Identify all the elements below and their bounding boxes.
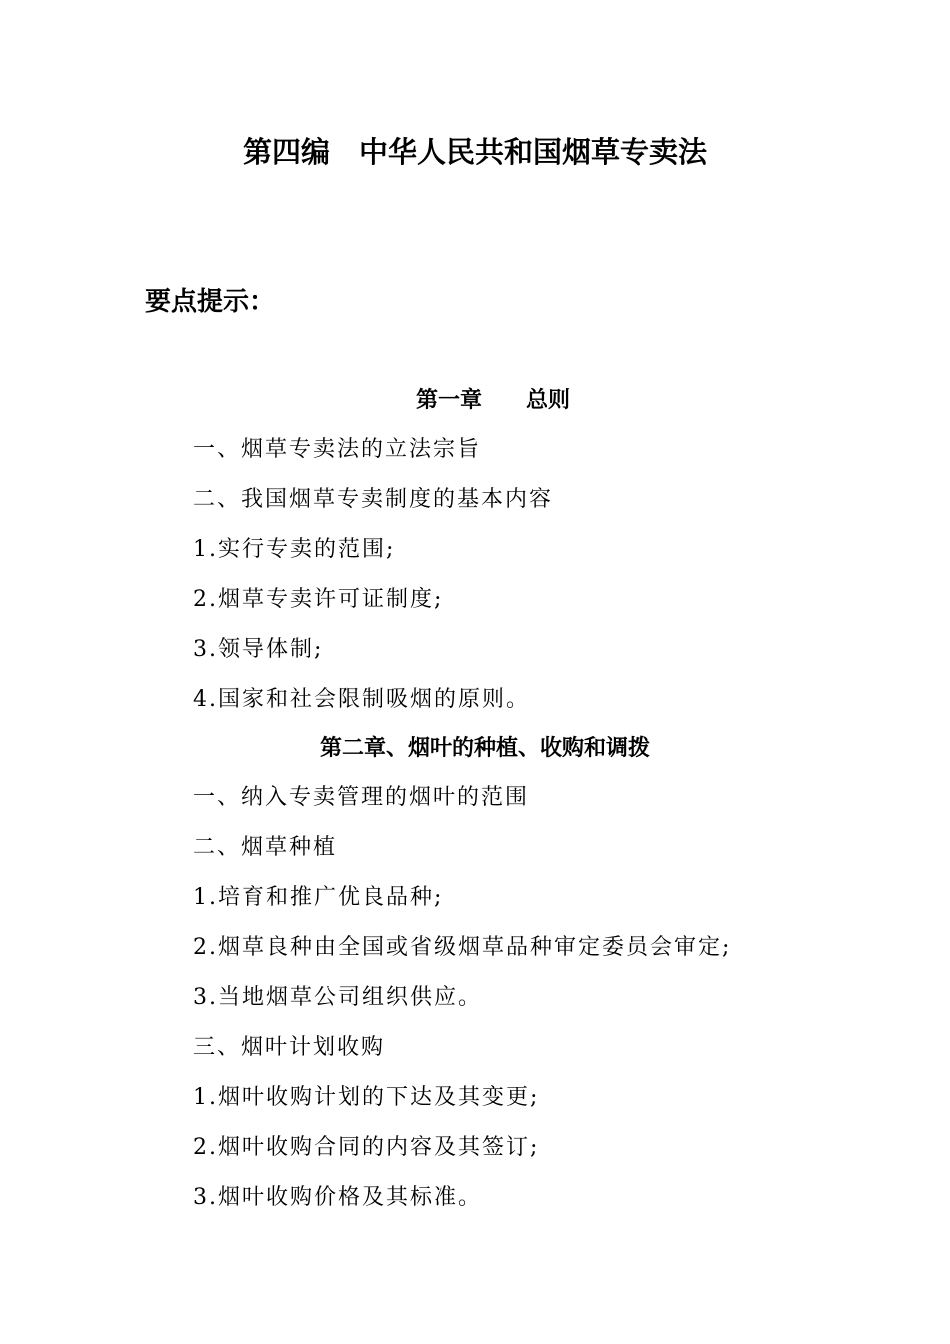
chapter-1-item: 3.领导体制;: [193, 637, 324, 662]
chapter-1-item: 2.烟草专卖许可证制度;: [193, 587, 444, 612]
chapter-2-item: 1.培育和推广优良品种;: [193, 885, 444, 910]
chapter-2-item: 3.烟叶收购价格及其标准。: [193, 1185, 482, 1210]
chapter-2-item: 2.烟叶收购合同的内容及其签订;: [193, 1135, 540, 1160]
chapter-1-item: 一、烟草专卖法的立法宗旨: [193, 437, 482, 462]
chapter-2-item: 二、烟草种植: [193, 835, 338, 860]
chapter-1-item: 1.实行专卖的范围;: [193, 537, 396, 562]
chapter-1-item: 4.国家和社会限制吸烟的原则。: [193, 687, 530, 712]
chapter-2-item: 2.烟草良种由全国或省级烟草品种审定委员会审定;: [193, 935, 732, 960]
chapter-2-item: 一、纳入专卖管理的烟叶的范围: [193, 785, 530, 810]
chapter-1-heading: 第一章 总则: [416, 387, 571, 413]
document-title: 第四编 中华人民共和国烟草专卖法: [242, 135, 707, 169]
chapter-2-item: 3.当地烟草公司组织供应。: [193, 985, 482, 1010]
key-points-heading: 要点提示：: [145, 287, 276, 317]
chapter-2-item: 1.烟叶收购计划的下达及其变更;: [193, 1085, 540, 1110]
chapter-1-item: 二、我国烟草专卖制度的基本内容: [193, 487, 554, 512]
chapter-2-heading: 第二章、烟叶的种植、收购和调拨: [320, 735, 651, 761]
chapter-2-item: 三、烟叶计划收购: [193, 1035, 386, 1060]
